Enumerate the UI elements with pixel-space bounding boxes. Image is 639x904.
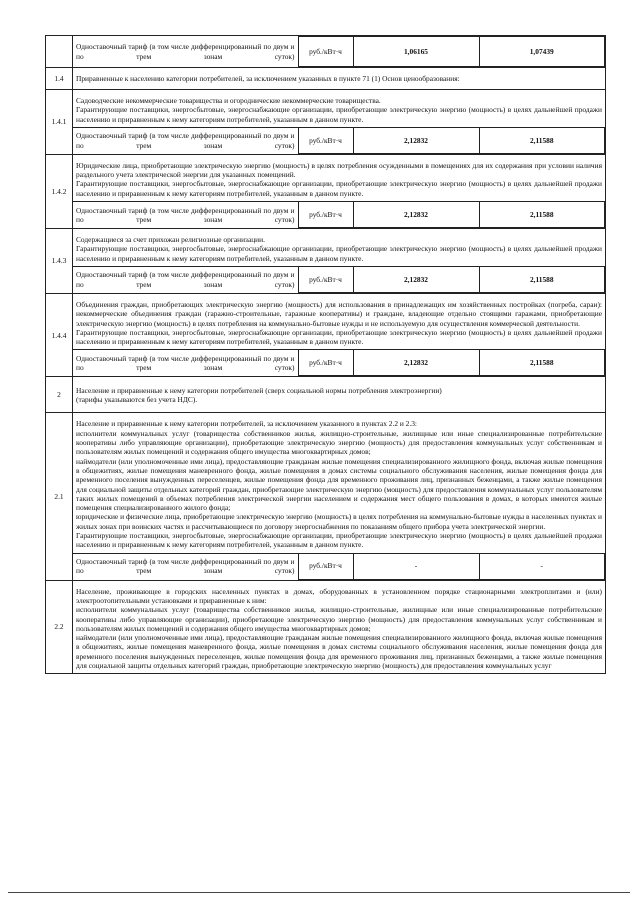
row-text: Население и приравненные к нему категории потребителей, за исключением указанного в пунктах 2.2 и 2.3:	[76, 419, 417, 429]
unit-label: руб./кВт·ч	[298, 350, 353, 376]
row-text: наймодатели (или уполномоченные ими лица), предоставляющие гражданам жилые помещения специализированного жилищного фонда, включая жилые помещения в общежитиях, жилые помещения маневренного фонда, жилые помещения в домах системы социального обслуживания населения, жилые помещения фонда для временного поселения вынужденных переселенцев, жилые помещения фонда для временного проживания лиц, признанных беженцами, а также жилые помещения для социальной защиты отдельных категорий граждан, приобретающие электрическую энергию (мощность) для предоставления коммунальных услуг пользователям таких жилых помещений в объемах потребления электрической энергии населением и содержания мест общего пользования в домах, в которых имеются жилые помещения специализированного жилого фонда;	[76, 456, 602, 513]
value-h2: 2,11588	[479, 202, 605, 228]
tariff-label: Одноставочный тариф (в том числе дифференцированный по двум и по трем зонам суток)	[76, 42, 295, 61]
row-text: Гарантирующие поставщики, энергосбытовые, энергоснабжающие организации, приобретающие электрическую энергию (мощность) в целях дальнейшей продажи населению и приравненным к нему категориям потребителей, указанным в данном пункте.	[76, 531, 602, 550]
unit-label: руб./кВт·ч	[298, 266, 353, 292]
row-text: юридические и физические лица, приобретающие электрическую энергию (мощность) в целях потребления на коммунально-бытовые нужды в населенных пунктах и жилых зонах при воинских частях и рассчитывающиеся по договору энергоснабжения по показаниям общего прибора учета электрической энергии.	[76, 512, 602, 531]
row-text: Гарантирующие поставщики, энергосбытовые, энергоснабжающие организации, приобретающие электрическую энергию (мощность) в целях дальнейшей продажи населению и приравненным к нему категориям потребителей, указанным в данном пункте.	[76, 244, 602, 263]
row-text: (тарифы указываются без учета НДС).	[76, 394, 198, 404]
row-content	[73, 90, 606, 155]
unit-label: руб./кВт·ч	[298, 127, 353, 153]
value-h2: 2,11588	[479, 350, 605, 376]
row-content	[73, 580, 606, 674]
row-number: 2.2	[46, 580, 73, 674]
row-number: 2	[46, 377, 73, 413]
row-text: Гарантирующие поставщики, энергосбытовые, энергоснабжающие организации, приобретающие электрическую энергию (мощность) в целях дальнейшей продажи населению и приравненным к нему категориям потребителей, указанным в данном пункте.	[76, 327, 602, 347]
tariff-label: Одноставочный тариф (в том числе дифференцированный по двум и по трем зонам суток)	[76, 205, 295, 224]
tariff-label: Одноставочный тариф (в том числе дифференцированный по двум и по трем зонам суток)	[76, 270, 295, 289]
row-number: 1.4.1	[46, 90, 73, 155]
row-content	[73, 377, 606, 413]
unit-label: руб./кВт·ч	[298, 37, 353, 67]
row-text: Гарантирующие поставщики, энергосбытовые, энергоснабжающие организации, приобретающие электрическую энергию (мощность) в целях дальнейшей продажи населению и приравненным к нему категориям потребителей, указанным в данном пункте.	[76, 105, 602, 124]
value-h2: 2,11588	[479, 266, 605, 292]
row-number: 2.1	[46, 413, 73, 580]
value-h2: 1,07439	[479, 37, 605, 67]
tariff-label: Одноставочный тариф (в том числе дифференцированный по двум и по трем зонам суток)	[76, 557, 295, 576]
value-h1: -	[353, 553, 479, 579]
value-h2: 2,11588	[479, 127, 605, 153]
value-h1: 2,12832	[353, 266, 479, 292]
row-text: Объединения граждан, приобретающих электрическую энергию (мощность) для использования в принадлежащих им хозяйственных постройках (погреба, сараи): некоммерческие объединения граждан (гаражно-строительные, гаражные кооперативы) и граждане, владеющие отдельно стоящими гаражами, приобретающие электрическую энергию (мощность) в целях потребления на коммунально-бытовые нужды и не используемую для осуществления коммерческой деятельности.	[76, 299, 602, 328]
row-number	[46, 36, 73, 68]
row-text: Содержащиеся за счет прихожан религиозные организации.	[76, 235, 265, 245]
row-number: 1.4.3	[46, 229, 73, 294]
tariff-label: Одноставочный тариф (в том числе дифференцированный по двум и по трем зонам суток)	[76, 131, 295, 150]
row-number: 1.4.2	[46, 154, 73, 228]
row-text: исполнители коммунальных услуг (товарищества собственников жилья, жилищно-строительные, жилищные или иные специализированные потребительские кооперативы либо управляющие организации), приобретающие электрическую энергию (мощность) для предоставления коммунальных услуг собственникам и пользователям жилых помещений и содержания общего имущества многоквартирных домов;	[76, 428, 602, 457]
tariff-table	[45, 35, 606, 674]
value-h1: 1,06165	[353, 37, 479, 67]
row-content	[73, 293, 606, 376]
tariff-label: Одноставочный тариф (в том числе дифференцированный по двум и по трем зонам суток)	[76, 353, 295, 373]
row-text: Гарантирующие поставщики, энергосбытовые, энергоснабжающие организации, приобретающие электрическую энергию (мощность) в целях дальнейшей продажи населению и приравненным к нему категориям потребителей, указанным в данном пункте.	[76, 179, 602, 198]
page-bottom-rule	[8, 892, 630, 893]
row-text: Приравненные к населению категории потребителей, за исключением указанных в пункте 71 (1) Основ ценообразования:	[73, 68, 606, 90]
value-h2: -	[479, 553, 605, 579]
row-text: наймодатели (или уполномоченные ими лица), предоставляющие гражданам жилые помещения специализированного жилищного фонда, включая жилые помещения в общежитиях, жилые помещения маневренного фонда, жилые помещения в домах системы социального обслуживания населения, жилые помещения фонда для временного поселения вынужденных переселенцев, жилые помещения фонда для временного проживания лиц, признанных беженцами, а также жилые помещения для социальной защиты отдельных категорий граждан, приобретающие электрическую энергию (мощность) для предоставления коммунальных услуг	[76, 633, 602, 670]
row-text: Юридические лица, приобретающие электрическую энергию (мощность) в целях потребления осужденными в помещениях для их содержания при условии наличия раздельного учета электрической энергии для указанных помещений.	[76, 160, 602, 180]
row-number: 1.4.4	[46, 293, 73, 376]
unit-label: руб./кВт·ч	[298, 553, 353, 579]
value-h1: 2,12832	[353, 350, 479, 376]
row-content	[73, 154, 606, 228]
row-text: исполнители коммунальных услуг (товарищества собственников жилья, жилищно-строительные, жилищные или иные специализированные потребительские кооперативы либо управляющие организации), приобретающие электрическую энергию (мощность) для предоставления коммунальных услуг собственникам и пользователям жилых помещений и содержания общего имущества многоквартирных домов;	[76, 605, 602, 633]
value-h1: 2,12832	[353, 127, 479, 153]
row-content	[73, 413, 606, 580]
row-number: 1.4	[46, 68, 73, 90]
row-text: Садоводческие некоммерческие товарищества и огороднические некоммерческие товарищества.	[76, 96, 381, 105]
row-text: Население, проживающее в городских населенных пунктах в домах, оборудованных в установленном порядке стационарными электроплитами и (или) электроотопительными установками и приравненные к ним:	[76, 586, 602, 605]
tariff-line	[73, 36, 606, 68]
row-text: Население и приравненные к нему категории потребителей (сверх социальной нормы потребления электроэнергии)	[76, 385, 442, 395]
unit-label: руб./кВт·ч	[298, 202, 353, 228]
value-h1: 2,12832	[353, 202, 479, 228]
row-content	[73, 229, 606, 294]
